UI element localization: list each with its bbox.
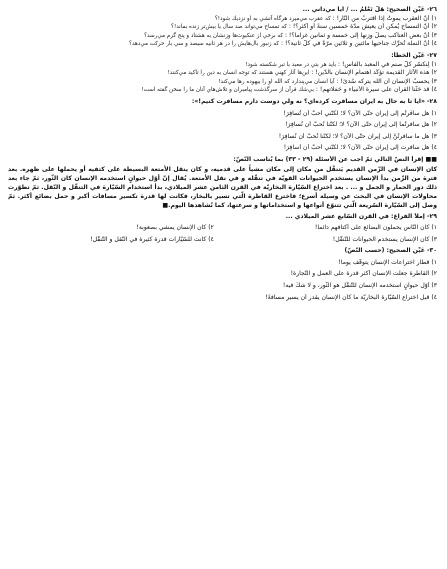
q29-option-2[interactable]: ٢) كان الإنسان يمشي بصعوبة! bbox=[136, 224, 214, 232]
q26-option-2[interactable]: ٢) أنّ التمساح يُمكن أن يعيش مدّة خمسين سنةً أو أكثر؟! : كه تمساح مي‌تواند صد سال يا بيش‌تر زنده بماند!؟ bbox=[171, 23, 437, 31]
q29-option-3[interactable]: ٣) كان الإنسان يستخدم الحيوانات للتّنقّل! bbox=[332, 235, 437, 243]
q28-option-4[interactable]: ٤) هل سافرت إلى إيران حتّى الآن؟ لا؛ لكنّني أُحبُّ أن أُسافِرَ! bbox=[283, 144, 437, 152]
q27-title: ٢٧- عَيِّن الخطأ: bbox=[391, 51, 437, 59]
q28-option-1[interactable]: ١) هل سافَرتُم إلى إيران حتّى الآن؟ لا؛ لكنّني أُحبُّ أن تُسافِرَ! bbox=[283, 109, 437, 117]
q26-option-3[interactable]: ٣) أنّ بعض العناكب يصلُ وزنها إلى خمسة و ثمانين غراماً؟! : كه برخي از عنكبوت‌ها وزنشان به هشتاد و پنج گرم مي‌رسد؟ bbox=[144, 31, 437, 39]
q30-option-1[interactable]: ١) قطار اختراعات الإنسان يتوقّف يوماً! bbox=[338, 258, 437, 266]
q27-option-3[interactable]: ٣) يحسبُ الإنسان أن الله يتركه سُدىً! : آيا انسان مي‌پندارد كه الله او را بيهوده رها مي‌كند! bbox=[218, 77, 437, 85]
q30-option-3[interactable]: ٣) أوّل حيوانٍ استخدمه الإنسان للتّنقّل هو الثّور، و لا شكّ فيه! bbox=[282, 282, 437, 290]
q27-option-1[interactable]: ١) لِنكسّر كلّ صنم في المعبد بالفأس! : بايد هر بتي در معبد با تبر شكسته شود! bbox=[245, 60, 437, 68]
q28-option-2[interactable]: ٢) هل سافرتُما إلى إيران حتّى الآن؟ لا؛ لكنّنا نُحبُّ أن نُسافِرَ! bbox=[285, 121, 437, 129]
q26-option-4[interactable]: ٤) أنّ النملة تُحرِّك جناحيها مائتين و ثلاثين مرّةً في كلّ ثانية؟! : كه زنبور بال‌هايش را در هر ثانيه سيصد و سي بار حركت مي‌دهد؟ bbox=[128, 40, 437, 48]
reading-passage: كان الإنسان في الزّمن القديم يَتنقّل من مكان إلى مكان مشياً على قدميه، و كان ينقل الأمتعة البسيطة على كتفيه أو يحملها على ظهره. بعد فترة من الزّمن بدأ الإنسان يستخدم الحيوانات القويّة في تنقّله و في نقل الأمتعة. يُقال إنّ أوّل حيوانٍ استخدمه الإنسان كان الثّور، ثمّ جاء بعد ذلك دور الحمار و الجمل و ... . بعد اختراع السّيّارة البخاريّة في القرن الثامن عشر الميلادي، بدأ استخدام السّيّارة في التنقّل و النّقل. ثمّ تطوّرت محاولات الإنسان في البحث عن وسيلة أسرع؛ فاخترع القاطرة الّتي تسير بالبخار، فكانت لها قدرة تكسير مسافات أكبر و حمل بضائع أكثر. ثمّ وصل إلى السّيّارة السّريعة الّتي تتنوّع أنواعها و استخداماتها و سرعتها، كما نُشاهدها اليوم.■ bbox=[8, 165, 437, 209]
q27-option-4[interactable]: ٤) قد حَثّنا القرآن على سيرة الأنبياء و حَمَلاتهم! : بي‌شك قرآن از سرگذشت پيامبران و تلاش‌هاي آنان ما را سخن گفته است! bbox=[141, 86, 437, 94]
q29-title: ٢٩- إملأ الفراغ: في القرن السّابع عشر الميلادي ... bbox=[285, 212, 437, 220]
q29-option-4[interactable]: ٤) كانت للسّيّارات قدرة كثيرة في النّقل و التّنقّل! bbox=[90, 235, 214, 243]
q27-option-2[interactable]: ٢) هذه الآثار القديمة تؤكّد اهتمام الإنسان بالدّين! : اين‌ها آثار كهني هستند كه توجه انسان به دين را تأكيد مي‌كنند! bbox=[167, 69, 437, 77]
q29-option-1[interactable]: ١) كان النّاس يحملون البضائع على أكتافهم دائماً! bbox=[314, 224, 437, 232]
q30-option-2[interactable]: ٢) القاطرة جعلت الإنسان أكثر قدرة على العمل و التّجارة! bbox=[290, 270, 437, 278]
q30-option-4[interactable]: ٤) قبل اختراع السّيّارة البخاريّة ما كان الإنسان يقدر أن يسير مسافةً! bbox=[265, 293, 437, 301]
q26-option-1[interactable]: ١) أنّ العقرب يموتُ إذا اقتربُ من النّار! : كه عقرب مي‌ميرد هرگاه آتشي به او نزديك شود!؟ bbox=[214, 14, 437, 22]
q30-title: ٣٠- عَيِّن الصحيح: (حسب النّصّ) bbox=[344, 247, 437, 255]
q26-title: ٢٦- عَيِّن الصحيح: هَلْ تَعْلَمُ ... / آيا مي‌داني ... bbox=[302, 6, 437, 13]
q28-title: ٢٨- «آيا تا به حال به ايران مسافرت كرده‌اي؟ نه ولي دوست دارم مسافرت كنيم!»: bbox=[191, 97, 437, 105]
section-title: ■■ إقرأ النصّ التالي ثمّ أجب عن الأسئلة (٢٩ - ٣٣) بما يُناسب النّصّ: bbox=[233, 155, 437, 163]
q28-option-3[interactable]: ٣) هل ما سافرتُنَّ إلى إيران حتّى الآن؟ لا؛ لكنّنا نُحبُّ أن نُسافِرَ! bbox=[278, 132, 437, 140]
